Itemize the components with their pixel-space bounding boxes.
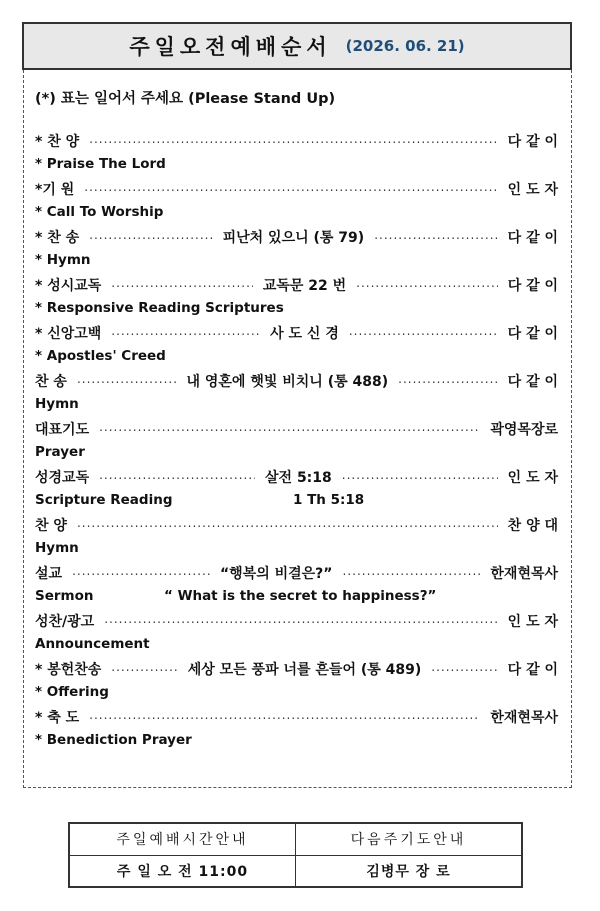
item-en-label: * Offering xyxy=(35,684,109,700)
service-item-offering xyxy=(35,658,558,680)
service-item-hymn-1 xyxy=(35,226,558,248)
dot-leader xyxy=(89,134,498,148)
service-item-creed xyxy=(35,322,558,344)
service-item-benediction xyxy=(35,706,558,728)
item-ko-label: 찬 송 xyxy=(35,374,67,390)
item-ko-label: 찬 양 xyxy=(35,518,67,534)
dot-leader xyxy=(111,326,260,340)
item-leader: 곽영목장로 xyxy=(490,422,558,438)
service-item-praise xyxy=(35,130,558,152)
service-item-choir xyxy=(35,514,558,536)
item-en-label: * Apostles' Creed xyxy=(35,348,166,364)
item-ko-label: 설교 xyxy=(35,566,63,582)
service-item-sermon xyxy=(35,562,558,584)
bulletin-date: (2026. 06. 21) xyxy=(345,37,465,55)
item-detail: 살전 5:18 xyxy=(265,470,332,486)
item-ko-label: 성경교독 xyxy=(35,470,90,486)
item-en-label: * Hymn xyxy=(35,252,91,268)
item-leader: 다 같 이 xyxy=(507,278,559,294)
dot-leader xyxy=(72,566,210,580)
item-en-label: Prayer xyxy=(35,444,85,460)
item-leader: 인 도 자 xyxy=(507,182,558,198)
dot-leader xyxy=(111,662,177,676)
item-en-detail: 1 Th 5:18 xyxy=(293,492,365,508)
next-prayer-value: 김병무 장 로 xyxy=(296,855,522,887)
item-detail: 사 도 신 경 xyxy=(270,326,339,342)
stand-up-note: (*) 표는 일어서 주세요 (Please Stand Up) xyxy=(35,91,336,107)
item-leader: 한재현목사 xyxy=(490,710,558,726)
info-table xyxy=(68,822,523,888)
item-ko-label: * 신앙고백 xyxy=(35,326,102,342)
dot-leader xyxy=(111,278,253,292)
item-ko-label: 대표기도 xyxy=(35,422,90,438)
bulletin-header xyxy=(22,22,572,70)
dot-leader xyxy=(349,326,498,340)
item-ko-label: * 축 도 xyxy=(35,710,80,726)
item-leader: 다 같 이 xyxy=(507,230,558,246)
worship-time-value: 주 일 오 전 11:00 xyxy=(70,855,296,887)
dot-leader xyxy=(356,278,498,292)
service-item-prayer xyxy=(35,418,558,440)
item-leader: 다 같 이 xyxy=(507,326,558,342)
service-item-scripture xyxy=(35,466,558,488)
dot-leader xyxy=(99,422,480,436)
dot-leader xyxy=(342,470,498,484)
dot-leader xyxy=(431,662,497,676)
item-en-label: * Responsive Reading Scriptures xyxy=(35,300,284,316)
item-leader: 찬 양 대 xyxy=(507,518,558,534)
dot-leader xyxy=(398,374,498,388)
item-ko-label: 성찬/광고 xyxy=(35,614,95,630)
item-ko-label: * 봉헌찬송 xyxy=(35,662,102,678)
item-detail: “행복의 비결은?” xyxy=(219,566,333,582)
dot-leader xyxy=(374,230,497,244)
dot-leader xyxy=(99,470,255,484)
item-en-label: Hymn xyxy=(35,540,79,556)
bulletin-title: 주일오전예배순서 xyxy=(129,35,332,59)
item-en-detail: “ What is the secret to happiness?” xyxy=(164,588,437,604)
item-en-label: Hymn xyxy=(35,396,79,412)
item-detail: 세상 모든 풍파 너를 흔들어 (통 489) xyxy=(187,662,422,678)
dot-leader xyxy=(89,230,212,244)
item-en-label: Sermon xyxy=(35,588,94,604)
item-ko-label: * 성시교독 xyxy=(35,278,102,294)
worship-time-header: 주일예배시간안내 xyxy=(70,824,296,856)
service-item-hymn-2 xyxy=(35,370,558,392)
item-detail: 피난처 있으니 (통 79) xyxy=(222,230,365,246)
item-en-label: Scripture Reading xyxy=(35,492,173,508)
service-item-announcement xyxy=(35,610,558,632)
dot-leader xyxy=(77,374,177,388)
item-detail: 교독문 22 번 xyxy=(262,278,347,294)
dot-leader xyxy=(343,566,481,580)
item-ko-label: *기 원 xyxy=(35,182,75,198)
item-en-label: Announcement xyxy=(35,636,150,652)
item-detail: 내 영혼에 햇빛 비치니 (통 488) xyxy=(186,374,389,390)
item-en-label: * Praise The Lord xyxy=(35,156,166,172)
next-prayer-header: 다음주기도안내 xyxy=(296,824,522,856)
service-item-call-to-worship xyxy=(35,178,558,200)
item-ko-label: * 찬 양 xyxy=(35,134,80,150)
item-ko-label: * 찬 송 xyxy=(35,230,80,246)
dot-leader xyxy=(84,182,497,196)
item-leader: 다 같 이 xyxy=(507,134,558,150)
item-leader: 다 같 이 xyxy=(507,374,558,390)
item-en-label: * Benediction Prayer xyxy=(35,732,192,748)
service-item-responsive-reading xyxy=(35,274,558,296)
item-en-label: * Call To Worship xyxy=(35,204,164,220)
dot-leader xyxy=(89,710,480,724)
dot-leader xyxy=(104,614,497,628)
item-leader: 인 도 자 xyxy=(507,470,558,486)
dot-leader xyxy=(77,518,498,532)
item-leader: 인 도 자 xyxy=(507,614,558,630)
item-leader: 다 같 이 xyxy=(507,662,558,678)
item-leader: 한재현목사 xyxy=(490,566,559,582)
